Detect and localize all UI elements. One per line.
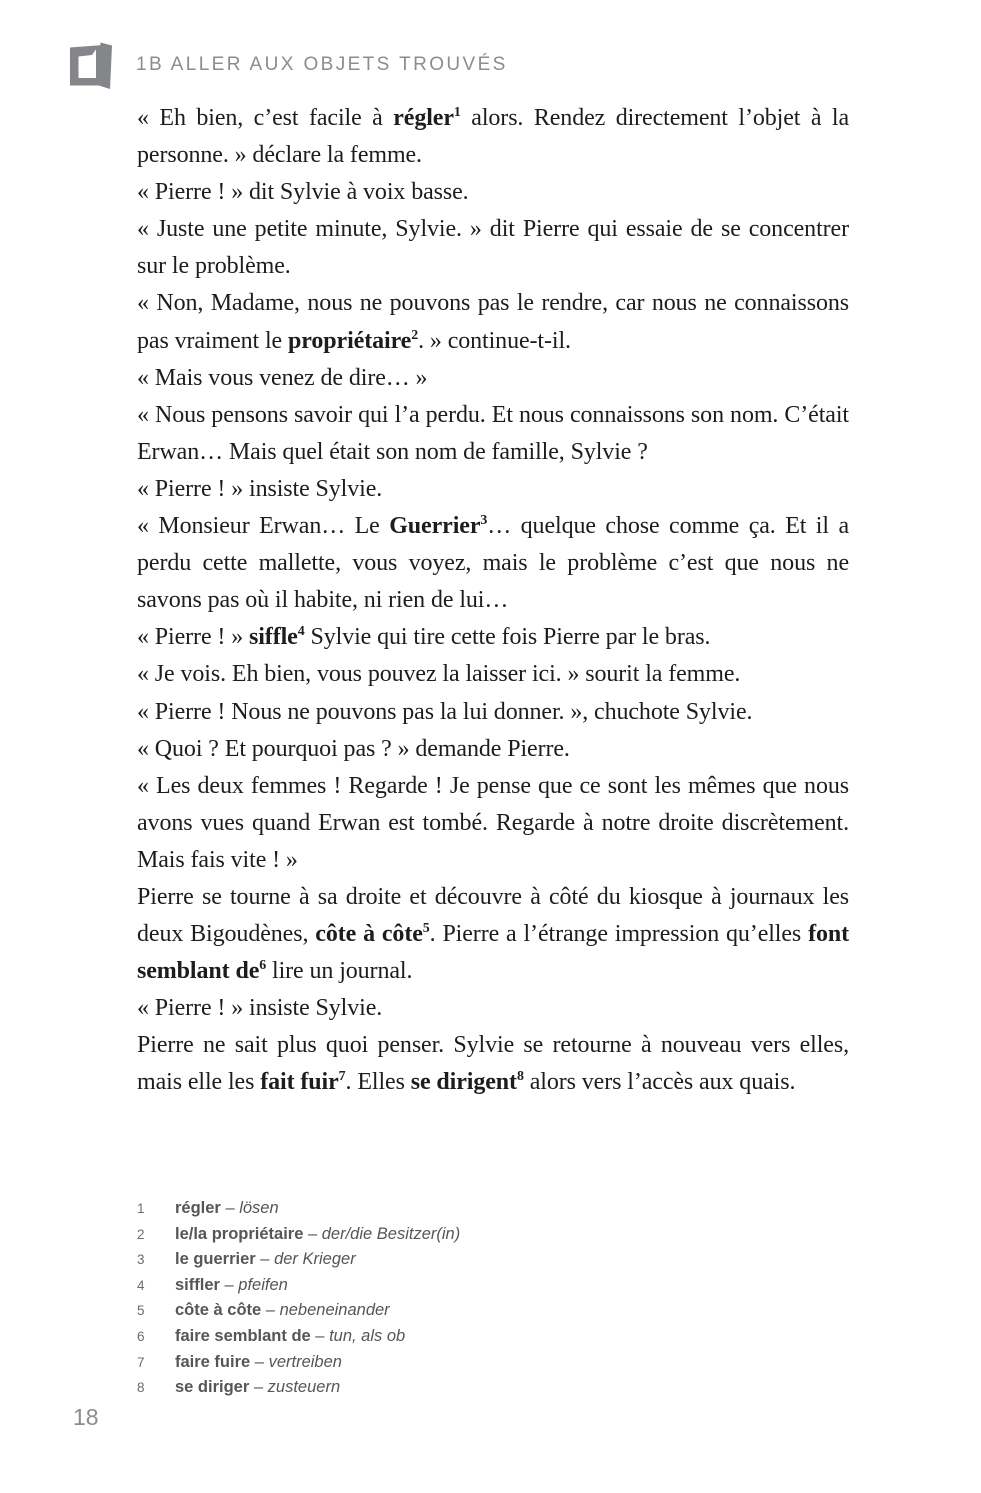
footnote-number: 8 [137, 1380, 145, 1396]
vocab-term: Guerrier$^3$ [389, 513, 488, 540]
footnote-item [137, 1350, 460, 1376]
footnote-translation: lösen [239, 1199, 279, 1217]
footnote-number: 3 [137, 1252, 145, 1268]
footnote-item [137, 1375, 460, 1401]
chapter-title: 1B ALLER AUX OBJETS TROUVÉS [136, 54, 508, 75]
footnote-term: côte à côte [175, 1301, 262, 1320]
footnote-separator: – [249, 1378, 268, 1397]
story-paragraph: « Juste une petite minute, Sylvie. » dit Pierre qui essaie de se concentrer sur le problème. [137, 216, 849, 280]
footnote-separator: – [219, 1275, 239, 1294]
footnote-number: 1 [137, 1201, 145, 1216]
footnote-ref: 6 [259, 958, 267, 974]
footnote-number: 6 [137, 1328, 145, 1344]
vocab-term: régler$^1$ [393, 105, 461, 131]
footnote-translation: nebeneinander [279, 1301, 390, 1320]
footnotes [137, 1196, 460, 1401]
story-paragraph: « Non, Madame, nous ne pouvons pas le rendre, car nous ne connaissons pas vraiment le propriétaire$^2$. » continue-t-il. [137, 290, 849, 354]
story-paragraph: « Pierre ! » siffle$^4$ Sylvie qui tire cette fois Pierre par le bras. [137, 624, 711, 651]
footnote-term: se diriger [175, 1378, 250, 1397]
footnote-number: 5 [137, 1303, 145, 1319]
footnote-ref: 1 [453, 105, 461, 120]
vocab-term: siffle$^4$ [249, 624, 305, 651]
footnote-translation: der/die Besitzer(in) [321, 1224, 461, 1243]
footnote-translation: tun, als ob [329, 1326, 406, 1345]
footnote-ref: 7 [338, 1069, 346, 1085]
story-paragraph: « Pierre ! » dit Sylvie à voix basse. [137, 179, 469, 206]
footnote-number: 7 [137, 1354, 145, 1370]
story-paragraph: « Mais vous venez de dire… » [137, 364, 428, 391]
story-text [137, 100, 849, 1102]
footnote-translation: vertreiben [268, 1352, 342, 1371]
story-paragraph: « Pierre ! Nous ne pouvons pas la lui donner. », chuchote Sylvie. [137, 698, 753, 725]
page-number: 18 [73, 1404, 99, 1430]
story-paragraph: Pierre se tourne à sa droite et découvre à côté du kiosque à journaux les deux Bigoudènes, côte à côte$^5$. Pierre a l’étrange impression qu’elles font semblant $de^6$ lire un journal. [137, 883, 850, 985]
story-paragraph: « Pierre ! » insiste Sylvie. [137, 475, 383, 502]
footnote-translation: pfeifen [238, 1275, 288, 1294]
story-paragraph: « Nous pensons savoir qui l’a perdu. Et nous connaissons son nom. C’était Erwan… Mais quel était son nom de famille, Sylvie ? [137, 401, 849, 465]
vocab-term: fait fuir$^7$ [260, 1069, 346, 1096]
footnote-term: faire semblant de [175, 1326, 311, 1345]
footnote-item [137, 1324, 460, 1350]
footnote-item [137, 1196, 460, 1222]
footnote-separator: – [303, 1224, 322, 1243]
footnote-translation: zusteuern [267, 1378, 341, 1397]
vocab-term: côte à côte$^5$ [315, 921, 430, 948]
footnote-translation: der Krieger [274, 1250, 356, 1269]
footnote-term: le guerrier [175, 1250, 256, 1269]
footnote-number: 2 [137, 1226, 145, 1242]
vocab-term: propriétaire$^2$ [288, 327, 419, 354]
footnote-item [137, 1247, 460, 1273]
story-paragraph: « Pierre ! » insiste Sylvie. [137, 995, 383, 1022]
footnote-item [137, 1273, 460, 1299]
footnote-item [137, 1298, 460, 1324]
footnote-ref: 8 [516, 1069, 524, 1085]
story-paragraph: « Les deux femmes ! Regarde ! Je pense que ce sont les mêmes que nous avons vues quand Erwan est tombé. Regarde à notre droite discrètement. Mais fais vite ! » [137, 772, 849, 873]
story-paragraph: Pierre ne sait plus quoi penser. Sylvie se retourne à nouveau vers elles, mais elle les fait fuir$^7$. Elles se dirigent$^8$ alors vers l’accès aux quais. [137, 1032, 849, 1096]
footnote-separator: – [220, 1199, 240, 1217]
footnote-ref: 3 [480, 513, 488, 529]
footnote-term: siffler [175, 1275, 220, 1294]
story-paragraph: « Je vois. Eh bien, vous pouvez la laisser ici. » sourit la femme. [137, 661, 741, 688]
footnote-separator: – [255, 1250, 275, 1269]
footnote-separator: – [250, 1352, 269, 1371]
footnote-ref: 4 [297, 624, 305, 640]
story-paragraph: « Eh bien, c’est facile à régler$^1$ alors. Rendez directement l’objet à la personne. » déclare la femme. [137, 105, 849, 169]
footnote-number: 4 [137, 1277, 145, 1293]
footnote-ref: 5 [422, 921, 430, 937]
footnote-term: régler [175, 1199, 221, 1217]
footnote-separator: – [310, 1326, 330, 1345]
vocab-term: se dirigent$^8$ [410, 1069, 524, 1096]
chapter-header [68, 40, 508, 90]
vocab-term: font semblant $de^6$ [137, 921, 850, 985]
footnote-item [137, 1222, 460, 1248]
story-paragraph: « Quoi ? Et pourquoi pas ? » demande Pierre. [137, 735, 570, 762]
footnote-separator: – [261, 1301, 280, 1320]
footnote-term: le/la propriétaire [175, 1224, 304, 1243]
story-paragraph: « Monsieur Erwan… Le Guerrier$^3$… quelque chose comme ça. Et il a perdu cette mallette, vous voyez, mais le problème c’est que nous ne savons pas où il habite, ni rien de lui… [137, 513, 849, 614]
footnote-term: faire fuire [175, 1352, 251, 1371]
book-icon [68, 40, 114, 90]
footnote-ref: 2 [411, 327, 419, 343]
